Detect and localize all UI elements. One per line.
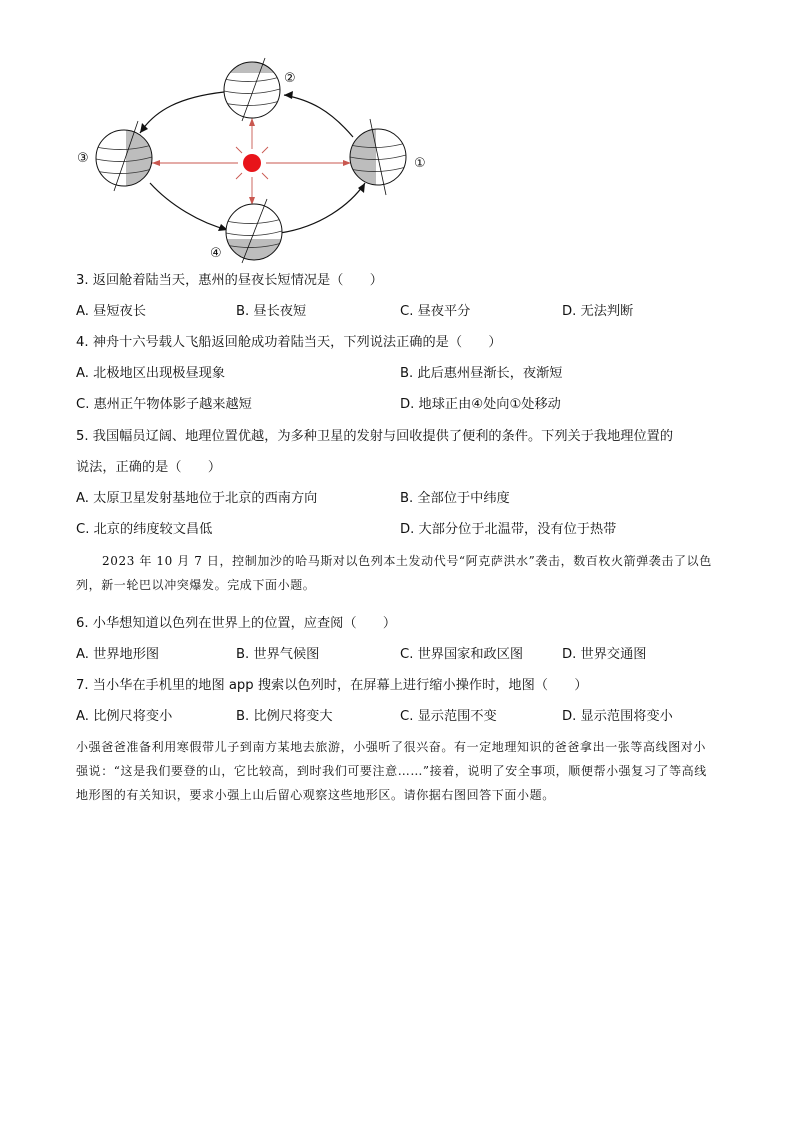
ray-arrowhead-left [152,160,160,166]
sun-icon [243,154,261,172]
q4-stem: 4. 神舟十六号载人飞船返回舱成功着陆当天，下列说法正确的是（ ） [76,335,502,350]
q6-option-d[interactable]: D. 世界交通图 [562,647,647,662]
earth-position-1 [350,119,426,195]
q5-option-d[interactable]: D. 大部分位于北温带，没有位于热带 [400,522,617,537]
q4-option-a[interactable]: A. 北极地区出现极昼现象 [76,366,226,381]
q7-option-d[interactable]: D. 显示范围将变小 [562,709,673,724]
q3-stem: 3. 返回舱着陆当天，惠州的昼夜长短情况是（ ） [76,273,383,288]
q6-stem: 6. 小华想知道以色列在世界上的位置，应查阅（ ） [76,616,397,631]
q6-option-b[interactable]: B. 世界气候图 [236,647,320,662]
q5-option-c[interactable]: C. 北京的纬度较文昌低 [76,522,213,537]
orbit-arrow-to-2 [284,91,293,99]
ray-arrowhead-top [249,118,255,126]
q3-option-c[interactable]: C. 昼夜平分 [400,304,471,319]
q5-stem-line2: 说法，正确的是（ ） [76,460,222,475]
q6-option-c[interactable]: C. 世界国家和政区图 [400,647,524,662]
q3-option-d[interactable]: D. 无法判断 [562,304,634,319]
q4-option-d[interactable]: D. 地球正由④处向①处移动 [400,397,561,412]
q5-option-a[interactable]: A. 太原卫星发射基地位于北京的西南方向 [76,491,318,506]
label-2: ② [284,71,296,86]
q4-option-c[interactable]: C. 惠州正午物体影子越来越短 [76,397,252,412]
earth-revolution-diagram [70,55,450,270]
earth-position-4 [210,199,282,263]
passage-israel: 2023 年 10 月 7 日，控制加沙的哈马斯对以色列本土发动代号“阿克萨洪水”袭击，数百枚火箭弹袭击了以色列，新一轮巴以冲突爆发。完成下面小题。 [76,554,712,592]
q7-option-c[interactable]: C. 显示范围不变 [400,709,497,724]
label-3: ③ [77,151,89,166]
q7-option-b[interactable]: B. 比例尺将变大 [236,709,333,724]
earth-position-2 [224,58,296,121]
label-1: ① [414,156,426,171]
passage-contour-map: 小强爸爸准备利用寒假带儿子到南方某地去旅游，小强听了很兴奋。有一定地理知识的爸爸拿出一张等高线图对小强说：“这是我们要登的山，它比较高，到时我们可要注意……”接着，说明了安全事项，顺便帮小强复习了等高线地形图的有关知识，要求小强上山后留心观察这些地形区。请你据右图回答下面小题。 [76,740,707,802]
q4-option-b[interactable]: B. 此后惠州昼渐长，夜渐短 [400,366,563,381]
q5-stem-line1: 5. 我国幅员辽阔、地理位置优越，为多种卫星的发射与回收提供了便利的条件。下列关于我地理位置的 [76,429,674,444]
q7-option-a[interactable]: A. 比例尺将变小 [76,709,173,724]
q7-stem: 7. 当小华在手机里的地图 app 搜索以色列时，在屏幕上进行缩小操作时，地图（ ） [76,678,588,693]
q5-option-b[interactable]: B. 全部位于中纬度 [400,491,510,506]
q3-option-b[interactable]: B. 昼长夜短 [236,304,307,319]
label-4: ④ [210,246,222,261]
q3-option-a[interactable]: A. 昼短夜长 [76,304,146,319]
q6-option-a[interactable]: A. 世界地形图 [76,647,160,662]
